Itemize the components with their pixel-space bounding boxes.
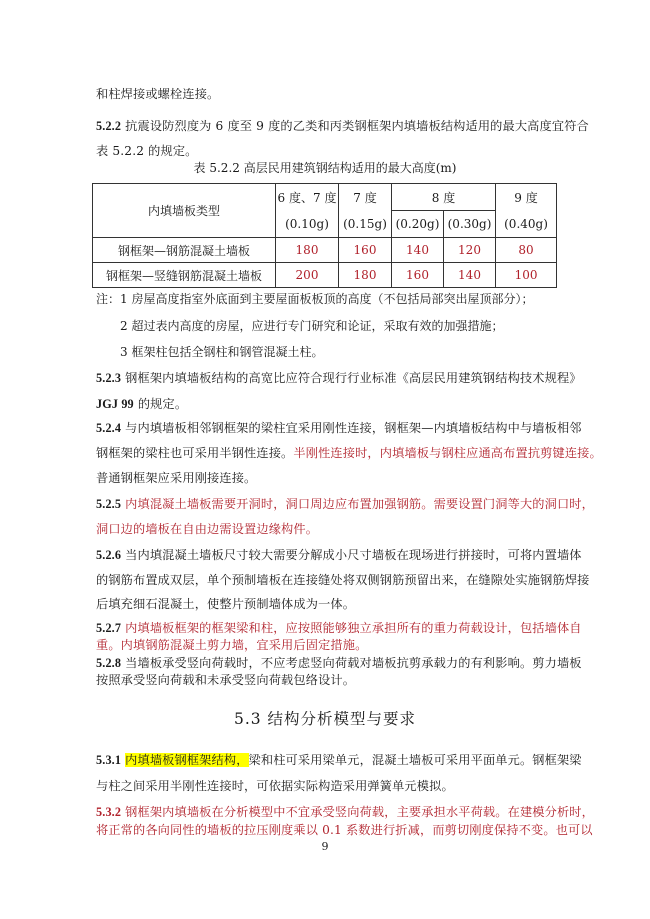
clause-5-2-7-cont: 重。内填钢筋混凝土剪力墙，宜采用后固定措施。 — [96, 638, 368, 652]
header-col3b-accel: (0.30g) — [444, 211, 496, 238]
clause-5-2-6-cont: 的钢筋布置成双层，单个预制墙板在连接缝处将双侧钢筋预留出来，在缝隙处实施钢筋焊接 — [96, 573, 590, 587]
clause-text: 当内填混凝土墙板尺寸较大需要分解成小尺寸墙板在现场进行拼接时，可将内置墙体 — [121, 548, 582, 562]
clause-text: 梁和柱可采用梁单元，混凝土墙板可采用平面单元。钢框架梁 — [248, 753, 582, 767]
clause-number: 5.3.1 — [96, 753, 122, 767]
row-value: 100 — [496, 263, 557, 288]
header-col2-accel: (0.15g) — [339, 211, 392, 238]
table-note-3: 3 框架柱包括全钢柱和钢管混凝土柱。 — [120, 345, 324, 359]
row-value: 180 — [276, 238, 339, 263]
row-value: 180 — [339, 263, 392, 288]
clause-text: 钢框架内填墙板结构的高宽比应符合现行行业标准《高层民用建筑钢结构技术规程》 — [121, 371, 582, 385]
header-col2-intensity: 7 度 — [339, 184, 392, 211]
clause-number: 5.2.5 — [96, 497, 122, 511]
section-heading: 5.3 结构分析模型与要求 — [233, 710, 417, 728]
clause-5-2-4-cont — [96, 445, 602, 461]
clause-5-2-5 — [96, 496, 594, 512]
row-type: 钢框架—钢筋混凝土墙板 — [93, 238, 276, 263]
row-value: 80 — [496, 238, 557, 263]
clause-text-red: 内填混凝土墙板需要开洞时，洞口周边应布置加强钢筋。需要设置门洞等大的洞口时， — [121, 497, 594, 511]
clause-5-2-4 — [96, 420, 582, 436]
clause-5-2-3-cont — [96, 396, 187, 412]
clause-5-2-4-cont2: 普通钢框架应采用刚接连接。 — [96, 471, 257, 485]
clause-number: 5.2.8 — [96, 656, 122, 670]
clause-text-red: 半刚性连接时，内填墙板与钢柱应通高布置抗剪键连接。 — [293, 446, 602, 460]
clause-5-2-2-cont: 表 5.2.2 的规定。 — [96, 144, 198, 158]
row-value: 140 — [444, 263, 496, 288]
page-number: 9 — [321, 840, 329, 853]
clause-number: 5.2.7 — [96, 621, 122, 635]
clause-5-3-2 — [96, 804, 594, 820]
clause-number: 5.2.6 — [96, 548, 122, 562]
table-note-2: 2 超过表内高度的房屋，应进行专门研究和论证，采取有效的加强措施； — [120, 319, 504, 333]
row-value: 120 — [444, 238, 496, 263]
row-value: 200 — [276, 263, 339, 288]
clause-number: 5.2.4 — [96, 421, 122, 435]
clause-text: 当墙板承受竖向荷载时，不应考虑竖向荷载对墙板抗剪承载力的有利影响。剪力墙板 — [121, 656, 582, 670]
clause-5-2-5-cont: 洞口边的墙板在自由边需设置边缘构件。 — [96, 522, 319, 536]
clause-text: 抗震设防烈度为 6 度至 9 度的乙类和丙类钢框架内填墙板结构适用的最大高度宜符合 — [121, 119, 589, 133]
row-value: 160 — [339, 238, 392, 263]
header-col1-intensity: 6 度、7 度 — [276, 184, 339, 211]
row-value: 140 — [392, 238, 444, 263]
clause-text: 的规定。 — [133, 397, 188, 411]
table-note-1: 注：1 房屋高度指室外底面到主要屋面板板顶的高度（不包括局部突出屋顶部分）； — [96, 292, 534, 306]
clause-number: 5.3.2 — [96, 805, 122, 819]
paragraph-line: 和柱焊接或螺栓连接。 — [96, 87, 220, 101]
table-row — [93, 238, 557, 263]
header-wall-type: 内填墙板类型 — [93, 184, 276, 238]
header-col1-accel: (0.10g) — [276, 211, 339, 238]
clause-number: 5.2.2 — [96, 119, 122, 133]
header-col3-intensity: 8 度 — [392, 184, 496, 211]
highlighted-text: 内填墙板钢框架结构， — [125, 753, 249, 767]
clause-5-2-2 — [96, 118, 589, 134]
clause-text: 钢框架的梁柱也可采用半钢性连接。 — [96, 446, 294, 460]
clause-number: 5.2.3 — [96, 371, 122, 385]
clause-5-2-6 — [96, 547, 582, 563]
clause-5-2-8-cont: 按照承受竖向荷载和未承受竖向荷载包络设计。 — [96, 673, 356, 687]
row-value: 160 — [392, 263, 444, 288]
standard-code: JGJ 99 — [96, 397, 134, 411]
clause-5-2-6-cont2: 后填充细石混凝土，使整片预制墙体成为一体。 — [96, 597, 356, 611]
height-limit-table — [92, 183, 557, 288]
clause-5-3-2-cont: 将正常的各向同性的墙板的拉压刚度乘以 0.1 系数进行折减，而剪切刚度保持不变。也可以 — [96, 823, 593, 837]
clause-text: 与内填墙板相邻钢框架的梁柱宜采用刚性连接，钢框架—内填墙板结构中与墙板相邻 — [121, 421, 582, 435]
row-type: 钢框架—竖缝钢筋混凝土墙板 — [93, 263, 276, 288]
clause-text-red: 钢框架内填墙板在分析模型中不宜承受竖向荷载，主要承担水平荷载。在建模分析时， — [121, 805, 594, 819]
header-col4-intensity: 9 度 — [496, 184, 557, 211]
clause-text-red: 内填墙板框架的框架梁和柱，应按照能够独立承担所有的重力荷载设计，包括墙体自 — [121, 621, 582, 635]
table-caption: 表 5.2.2 高层民用建筑钢结构适用的最大高度(m) — [193, 161, 457, 175]
clause-5-3-1 — [96, 752, 582, 768]
header-col3a-accel: (0.20g) — [392, 211, 444, 238]
clause-5-2-3 — [96, 370, 582, 386]
clause-5-2-7 — [96, 620, 582, 636]
header-col4-accel: (0.40g) — [496, 211, 557, 238]
clause-5-3-1-cont: 与柱之间采用半刚性连接时，可依据实际构造采用弹簧单元模拟。 — [96, 779, 454, 793]
clause-5-2-8 — [96, 655, 582, 671]
table-row — [93, 263, 557, 288]
